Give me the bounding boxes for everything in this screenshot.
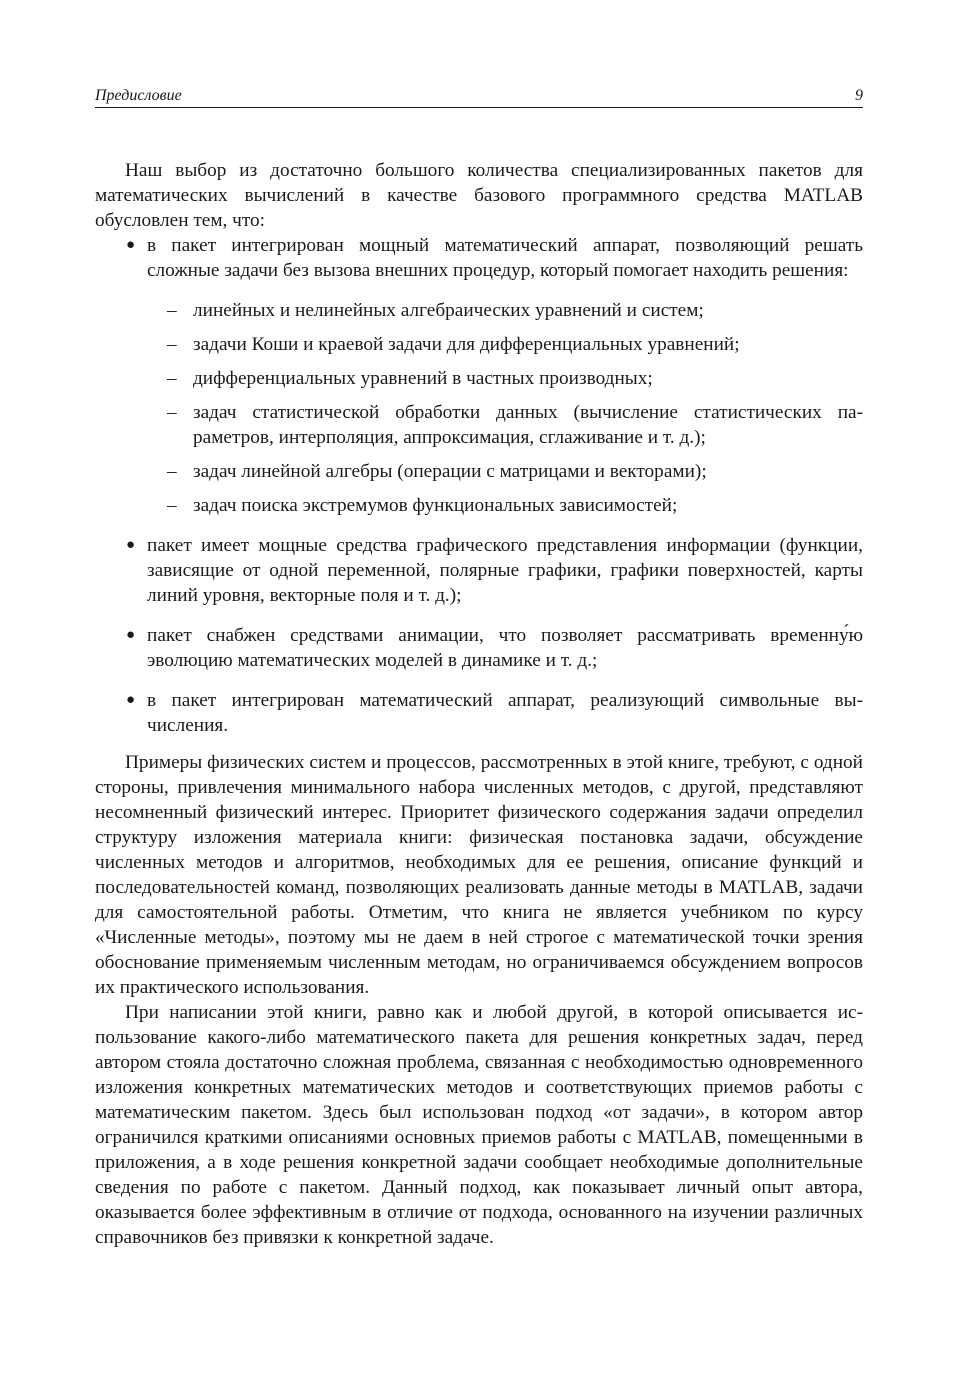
- spacer: [95, 738, 863, 750]
- bullet-icon: ●: [126, 537, 136, 553]
- bullet-list: [95, 233, 863, 738]
- dash-icon: –: [167, 495, 177, 516]
- dash-text: задач статистической обработки данных (вычисление статистических параметров, интерполяция, аппроксимация, сглаживание и т. д.);: [193, 402, 863, 448]
- page-number: 9: [855, 87, 863, 104]
- dash-text: дифференциальных уравнений в частных производных;: [193, 368, 653, 389]
- running-head-title: Предисловие: [95, 87, 182, 104]
- bullet-item: [95, 623, 863, 673]
- dash-text: задач поиска экстремумов функциональных зависимостей;: [193, 495, 678, 516]
- bullet-item: [95, 233, 863, 518]
- dash-icon: –: [167, 300, 177, 321]
- dash-item: [95, 400, 863, 450]
- bullet-item: [95, 688, 863, 738]
- dash-text: линейных и нелинейных алгебраических уравнений и систем;: [193, 300, 704, 321]
- dash-item: [95, 459, 863, 484]
- dash-item: [95, 332, 863, 357]
- bullet-text: пакет снабжен средствами анимации, что позволяет рассматривать временну́ю эволюцию математических моделей в динамике и т. д.;: [147, 625, 863, 671]
- bullet-item: [95, 533, 863, 608]
- bullet-icon: ●: [126, 237, 136, 253]
- intro-paragraph: Наш выбор из достаточно большого количества специализированных пакетов для математических вычислений в качестве базового программного средства MATLAB обусловлен тем, что:: [95, 160, 863, 231]
- running-head: [95, 86, 863, 106]
- bullet-icon: ●: [126, 692, 136, 708]
- bullet-text: пакет имеет мощные средства графического представления информации (функции, зависящие от одной переменной, полярные графики, графики поверхностей, карты линий уровня, векторные поля и т. д.);: [147, 535, 863, 606]
- dash-item: [95, 298, 863, 323]
- dash-text: задач линейной алгебры (операции с матрицами и векторами);: [193, 461, 707, 482]
- body-paragraph: Примеры физических систем и процессов, рассмотренных в этой книге, требуют, с одной стороны, привлечения минимального набора численных методов, с другой, представляют несомненный физический интерес. Приоритет физического содержания задачи определил структуру изложения материала книги: физическая постановка задачи, обсуждение численных методов и алгоритмов, необходимых для ее решения, описание функций и последовательностей команд, позволяющих реализовать данные методы в MATLAB, задачи для самостоятельной работы. Отметим, что книга не является учебником по курсу «Численные методы», поэтому мы не даем в ней строгое с математической точки зрения обоснование применяемым численным методам, но ограничиваемся обсуждением вопросов их практического использования.: [95, 752, 863, 998]
- dash-item: [95, 366, 863, 391]
- bullet-text: в пакет интегрирован мощный математический аппарат, позволяющий решать сложные задачи без вызова внешних процедур, который помогает находить решения:: [147, 235, 863, 281]
- dash-icon: –: [167, 402, 177, 423]
- dash-icon: –: [167, 334, 177, 355]
- body-text: [95, 158, 863, 1250]
- dash-icon: –: [167, 461, 177, 482]
- body-paragraph: При написании этой книги, равно как и любой другой, в которой описывается использование какого-либо математического пакета для решения конкретных задач, перед автором стояла достаточно сложная проблема, связанная с необходимостью одновременного изложения конкретных математических методов и соответствующих приемов работы с математическим пакетом. Здесь был использован подход «от задачи», в котором автор ограничился краткими описаниями основных приемов работы с MATLAB, помещенными в приложения, а в ходе решения конкретной задачи сообщает необходимые дополнительные сведения по работе с пакетом. Данный подход, как показывает личный опыт автора, оказывается более эффективным в отличие от подхода, основанного на изучении различных справочников без привязки к конкретной задаче.: [95, 1002, 863, 1248]
- dash-text: задачи Коши и краевой задачи для дифференциальных уравнений;: [193, 334, 740, 355]
- dash-list: [95, 298, 863, 518]
- dash-item: [95, 493, 863, 518]
- bullet-icon: ●: [126, 627, 136, 643]
- header-rule: [95, 107, 863, 108]
- bullet-text: в пакет интегрирован математический аппарат, реализующий символьные вычисления.: [147, 690, 863, 736]
- dash-icon: –: [167, 368, 177, 389]
